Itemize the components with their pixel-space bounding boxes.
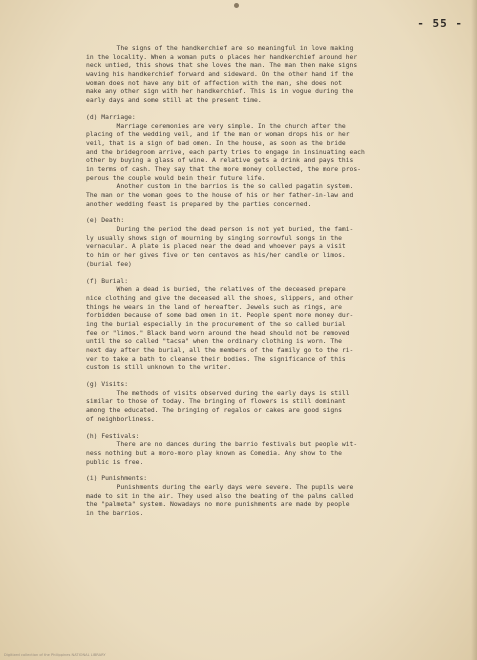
text-line: custom is still unknown to the writer.	[86, 364, 232, 372]
text-line: There are no dances during the barrio festivals but people wit-	[86, 441, 358, 449]
text-line: During the period the dead person is not yet buried, the fami-	[86, 226, 354, 234]
text-line: Another custom in the barrios is the so called pagatin system.	[86, 183, 354, 191]
page-number: - 55 -	[417, 17, 463, 30]
text-line: woman does not have any bit of affection with the man, she does not	[86, 79, 342, 87]
text-line: other by buying a glass of wine. A relative gets a drink and pays this	[86, 157, 354, 165]
text-line: When a dead is buried, the relatives of the deceased prepare	[86, 286, 346, 294]
section-3	[86, 278, 446, 374]
text-line: The man or the woman goes to the house of his or her father-in-law and	[86, 192, 354, 199]
text-line: in the locality. When a woman puts o places her handkerchief around her	[86, 53, 358, 61]
text-line: perous the couple would bein their future life.	[86, 174, 266, 182]
text-line: vernacular. A plate is placed near the dead and whoever pays a visit	[86, 243, 346, 251]
section-6	[86, 475, 446, 518]
text-line: another wedding feast is prepared by the parties concerned.	[86, 200, 312, 208]
section-heading: (g) Visits:	[86, 381, 129, 389]
text-line: make any other sign with her handkerchief. This is in vogue during the	[86, 88, 354, 96]
text-line: Marriage ceremonies are very simple. In the church after the	[86, 122, 346, 130]
section-0	[86, 45, 446, 106]
page-edge-shadow	[471, 0, 477, 660]
text-line: next day after the burial, all the members of the family go to the ri-	[86, 347, 354, 354]
text-line: nice clothing and give the deceased all the shoes, slippers, and other	[86, 294, 354, 302]
text-line: ing the burial especially in the procurement of the so called burial	[86, 320, 346, 328]
text-line: in the barrios.	[86, 510, 144, 517]
text-line: forbidden because of some bad omen in it. People spent more money dur-	[86, 312, 354, 320]
text-line: similar to those of today. The bringing of flowers is still dominant	[86, 398, 346, 406]
section-2	[86, 217, 446, 269]
text-line: early days and some still at the present time.	[86, 97, 262, 105]
section-heading: (e) Death:	[86, 217, 125, 225]
text-line: ly usually shows sign of mourning by singing sorrowful songs in the	[86, 234, 342, 242]
section-heading: (h) Festivals:	[86, 432, 140, 440]
document-body	[86, 45, 446, 519]
text-line: (burial fee)	[86, 260, 132, 268]
text-line: The signs of the handkerchief are so meaningful in love making	[86, 45, 354, 52]
text-line: fee or "limos." Black band worn around the head should not be removed	[86, 329, 350, 337]
text-line: The methods of visits observed during the early days is still	[86, 389, 350, 397]
text-line: public is free.	[86, 458, 144, 466]
text-line: until the so called "tacsa" when the ordinary clothing is worn. The	[86, 338, 342, 346]
text-line: neck untied, this shows that she loves the man. The man then make signs	[86, 62, 358, 70]
text-line: placing of the wedding veil, and if the man or woman drops his or her	[86, 131, 350, 139]
text-line: in terms of cash. They say that the more money collected, the more pros-	[86, 165, 361, 173]
text-line: to him or her gives five or ten centavos as his/her candle or limos.	[86, 252, 346, 260]
text-line: veil, that is a sign of bad omen. In the house, as soon as the bride	[86, 139, 346, 147]
footer-note: Digitized collection of the Philippines NATIONAL LIBRARY	[4, 653, 106, 657]
text-line: waving his handkerchief forward and sideward. On the other hand if the	[86, 71, 354, 79]
text-line: Punishments during the early days were severe. The pupils were	[86, 483, 354, 491]
text-line: the "palmeta" system. Nowadays no more punishments are made by people	[86, 501, 350, 509]
text-line: things he wears in the land of hereafter. Jewels such as rings, are	[86, 303, 342, 311]
section-1	[86, 114, 446, 210]
section-heading: (i) Punishments:	[86, 475, 148, 483]
punch-hole	[234, 3, 239, 8]
section-heading: (f) Burial:	[86, 277, 129, 285]
text-line: ness nothing but a moro-moro play known as Comedia. Any show to the	[86, 449, 342, 457]
text-line: among the educated. The bringing of regalos or cakes are good signs	[86, 407, 342, 415]
section-heading: (d) Marriage:	[86, 113, 136, 121]
section-5	[86, 433, 446, 468]
text-line: of neighborliness.	[86, 415, 155, 423]
text-line: ver to take a bath to cleanse their bodies. The significance of this	[86, 355, 346, 363]
text-line: and the bridegroom arrive, each party tries to engage in insinuating each	[86, 148, 365, 156]
section-4	[86, 381, 446, 424]
text-line: made to sit in the air. They used also the beating of the palms called	[86, 492, 354, 500]
